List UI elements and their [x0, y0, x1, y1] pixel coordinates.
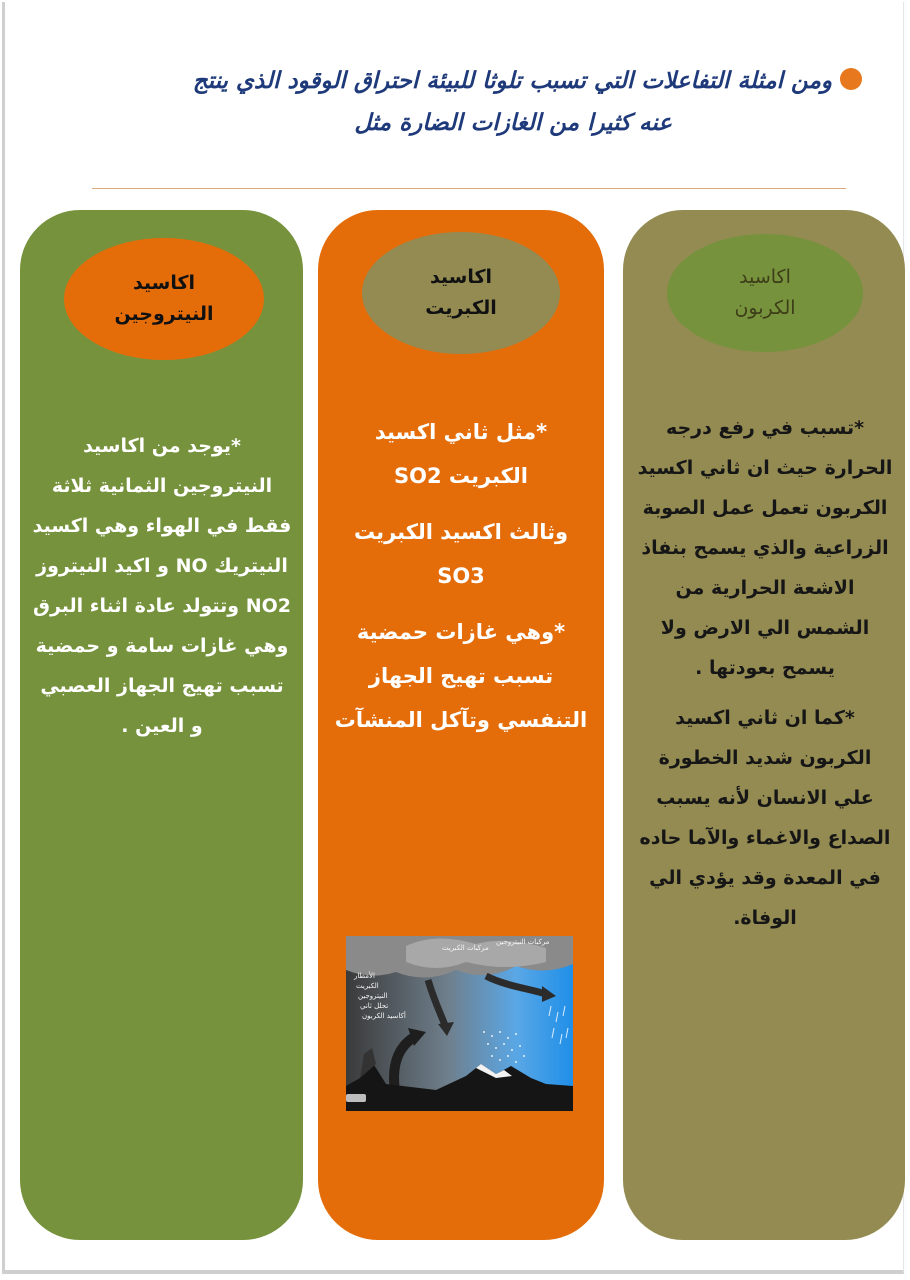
column-nitrogen-oxides: [20, 210, 303, 1240]
ill-label-side-3: النيتروجين: [358, 992, 388, 1000]
ill-label-side-2: الكبريت: [356, 982, 379, 990]
column-sulfur-oxides: [318, 210, 604, 1240]
title-carbon-line-2: الكربون: [734, 297, 796, 319]
intro-line-2: عنه كثيرا من الغازات الضارة مثل: [354, 110, 672, 136]
acid-rain-graphic: [346, 936, 573, 1111]
title-oval-nitrogen: [64, 238, 264, 360]
title-carbon-line-1: اكاسيد: [739, 266, 791, 288]
carbon-paragraph-2: *كما ان ثاني اكسيد الكربون شديد الخطورة علي الانسان لأنه يسبب الصداع والاغماء والآما حاده في المعدة وقد يؤدي الي الوفاة.: [639, 707, 891, 929]
sulfur-body: [332, 410, 590, 754]
sulfur-paragraph-2: وثالث اكسيد الكبريت SO3: [353, 520, 569, 588]
acid-rain-illustration: [346, 936, 573, 1111]
intro-line-1: ومن امثلة التفاعلات التي تسبب تلوثا للبيئة احتراق الوقود الذي ينتج: [192, 68, 832, 94]
title-sulfur-line-1: اكاسيد: [429, 266, 493, 288]
car-icon: [346, 1094, 366, 1102]
nitrogen-body: [32, 426, 292, 746]
carbon-body: [637, 408, 893, 948]
title-sulfur-line-2: الكبريت: [425, 297, 497, 319]
carbon-paragraph-1: *تسبب في رفع درجه الحرارة حيث ان ثاني اكسيد الكربون تعمل عمل الصوبة الزراعية والذي يسمح بنفاذ الاشعة الحرارية من الشمس الي الارض ولا يسمح بعودتها .: [637, 417, 893, 679]
title-oval-carbon: [667, 234, 863, 352]
title-oval-sulfur: [362, 232, 560, 354]
title-nitrogen-line-2: النيتروجين: [114, 303, 214, 325]
ill-label-side-1: الأمطار: [354, 972, 375, 980]
nitrogen-paragraph-1: *يوجد من اكاسيد النيتروجين الثمانية ثلاثة فقط في الهواء وهي اكسيد النيتريك NO و اكيد النيتروز NO2 وتتولد عادة اثناء البرق وهي غازات سامة و حمضية تسبب تهيج الجهاز العصبي و العين .: [32, 435, 292, 737]
intro-heading: [72, 60, 832, 144]
ill-label-top-left: مركبات الكبريت: [442, 944, 489, 952]
bullet-icon: [840, 68, 862, 90]
ill-label-side-4: تحلل ثاني: [360, 1002, 389, 1010]
sulfur-paragraph-1: *مثل ثاني اكسيد الكبريت SO2: [374, 420, 548, 488]
divider: [92, 188, 846, 189]
column-carbon-oxides: [623, 210, 905, 1240]
ill-label-side-5: أكاسيد الكربون: [362, 1012, 406, 1020]
title-nitrogen-line-1: اكاسيد: [132, 272, 196, 294]
sulfur-paragraph-3: *وهي غازات حمضية تسبب تهيج الجهاز التنفسي وتآكل المنشآت: [334, 620, 588, 732]
ill-label-top-right: مركبات النيتروجين: [496, 938, 550, 946]
